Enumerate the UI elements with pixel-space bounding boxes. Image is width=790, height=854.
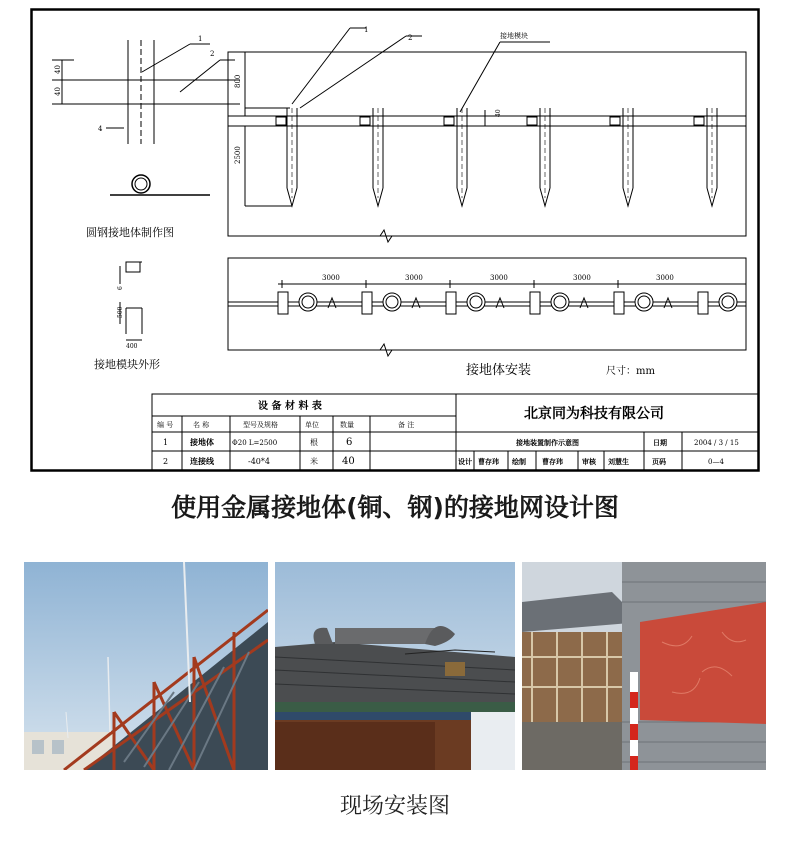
reviewer: 刘慧生 — [608, 457, 629, 466]
cell: 米 — [310, 457, 318, 466]
header-name: 名 称 — [193, 421, 210, 429]
header-qty: 数量 — [340, 421, 354, 429]
page-value: 0—4 — [708, 458, 724, 466]
dim-6: 6 — [117, 286, 124, 290]
cell: 2 — [163, 457, 169, 466]
rod-label: 圆钢接地体制作图 — [86, 226, 174, 239]
dim-4: 4 — [98, 125, 103, 133]
dim-400: 400 — [126, 343, 138, 350]
header-spec: 型号及规格 — [243, 421, 278, 429]
cell: 1 — [163, 438, 169, 447]
spacing-5: 3000 — [656, 274, 674, 282]
cell: -40*4 — [248, 457, 270, 466]
header-unit: 单位 — [305, 421, 319, 429]
cell: 40 — [342, 456, 355, 467]
cell: 接地体 — [190, 437, 214, 447]
install-label: 接地体安装 — [466, 363, 532, 378]
date-label: 日期 — [653, 438, 667, 447]
callout-module: 接地模块 — [500, 32, 528, 40]
review-label: 审核 — [582, 457, 596, 466]
spacing-3: 3000 — [490, 274, 508, 282]
site-caption: 现场安装图 — [339, 794, 450, 819]
design-caption: 使用金属接地体(铜、钢)的接地网设计图 — [171, 493, 619, 522]
drawing-name: 接地装置制作示意图 — [516, 438, 579, 447]
callout-2-elev: 2 — [408, 34, 413, 42]
callout-2: 2 — [210, 50, 215, 58]
cell: 连接线 — [190, 456, 214, 466]
design-label: 设计 — [458, 457, 472, 466]
company-name: 北京同为科技有限公司 — [524, 406, 664, 422]
dim-module-40: 40 — [495, 109, 502, 117]
drawer: 曹存玮 — [542, 457, 563, 466]
spacing-1: 3000 — [322, 274, 340, 282]
cell: 6 — [346, 437, 353, 448]
callout-1-elev: 1 — [364, 26, 369, 34]
callout-1: 1 — [198, 35, 203, 43]
cell: 根 — [310, 438, 318, 447]
module-label: 接地模块外形 — [94, 358, 160, 371]
draw-label: 绘制 — [512, 457, 526, 466]
designer: 曹存玮 — [478, 457, 499, 466]
spacing-4: 3000 — [573, 274, 591, 282]
header-note: 备 注 — [398, 421, 415, 429]
header-no: 编 号 — [157, 421, 174, 429]
dim-2500: 2500 — [234, 146, 242, 164]
temple-roof-ridge-photo — [275, 562, 515, 770]
date-value: 2004 / 3 / 15 — [694, 439, 739, 447]
building-wall-red-panel-photo — [522, 562, 766, 770]
unit-label: 尺寸：mm — [606, 366, 655, 377]
dim-40-b: 40 — [54, 87, 62, 96]
table-title: 设 备 材 料 表 — [258, 401, 322, 412]
dim-500: 500 — [117, 306, 124, 318]
grounding-design-drawing — [30, 8, 760, 472]
cell: Φ20 L=2500 — [232, 439, 278, 447]
rooftop-lightning-rod-photo — [24, 562, 268, 770]
page-label: 页码 — [652, 457, 666, 466]
dim-800: 800 — [234, 74, 242, 88]
dim-40: 40 — [54, 65, 62, 74]
spacing-2: 3000 — [405, 274, 423, 282]
